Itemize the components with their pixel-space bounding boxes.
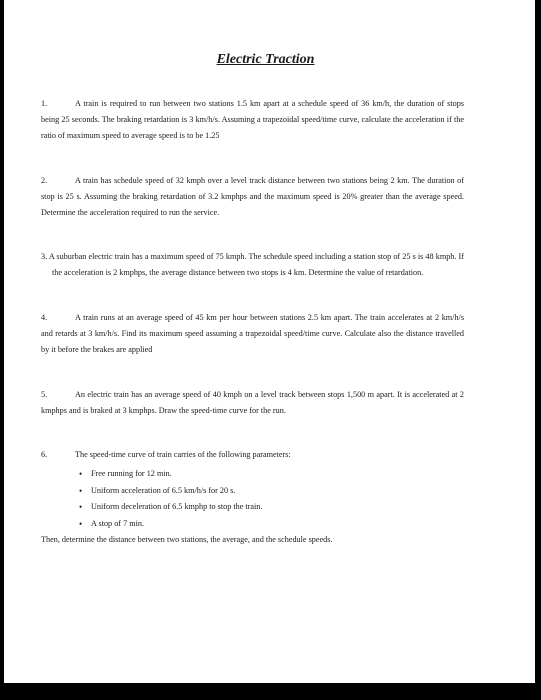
question-text: A train has schedule speed of 32 kmph over a level track distance between two stations being 2 km. The duration of stop is 25 s. Assuming the braking retardation of 3.2 kmphps and the maximum speed is 20% greater than the average speed. Determine the acceleration required to run the service.: [41, 176, 464, 217]
question-text: A suburban electric train has a maximum speed of 75 kmph. The schedule speed including a station stop of 25 s is 48 kmph. If the acceleration is 2 kmphps, the average distance between two stops is 4 km. Determine the value of retardation.: [48, 252, 464, 277]
question-number: 3.: [41, 252, 48, 261]
question-text: A train runs at an average speed of 45 km per hour between stations 2.5 km apart. The train accelerates at 2 km/h/s and retards at 3 km/h/s. Find its maximum speed assuming a trapezoidal speed/time curve. Calculate also the distance travelled by it before the brakes are applied: [41, 313, 464, 354]
question-5: [41, 387, 464, 419]
document-page: [41, 52, 464, 548]
list-item: • Uniform deceleration of 6.5 kmphp to stop the train.: [91, 499, 464, 516]
question-text: A train is required to run between two stations 1.5 km apart at a schedule speed of 36 km/h, the duration of stops being 25 seconds. The braking retardation is 3 km/h/s. Assuming a trapezoidal speed/time curve, calculate the acceleration if the ratio of maximum speed to average speed is to be 1.25: [41, 99, 464, 140]
question-text: The speed-time curve of train carries of the following parameters:: [75, 450, 291, 459]
question-2: [41, 173, 464, 221]
question-4: [41, 310, 464, 358]
question-number: 1.: [41, 99, 48, 108]
frame-bottom-border: [0, 683, 541, 700]
question-3: [41, 249, 464, 281]
parameter-list: [41, 466, 464, 532]
question-number: 5.: [41, 390, 48, 399]
question-number: 4.: [41, 313, 48, 322]
frame-right-border: [535, 0, 541, 700]
question-closing: Then, determine the distance between two stations, the average, and the schedule speeds.: [41, 535, 333, 544]
list-item: • A stop of 7 min.: [91, 516, 464, 533]
question-number: 6.: [41, 450, 48, 459]
page-title: Electric Traction: [216, 52, 315, 67]
question-number: 2.: [41, 176, 48, 185]
question-1: [41, 96, 464, 144]
question-text: An electric train has an average speed of 40 kmph on a level track between stops 1,500 m apart. It is accelerated at 2 kmphps and is braked at 3 kmphps. Draw the speed-time curve for the run.: [41, 390, 464, 415]
frame-left-border: [0, 0, 4, 700]
question-6: [41, 447, 464, 548]
list-item: • Free running for 12 min.: [91, 466, 464, 483]
list-item: • Uniform acceleration of 6.5 km/h/s for 20 s.: [91, 483, 464, 500]
